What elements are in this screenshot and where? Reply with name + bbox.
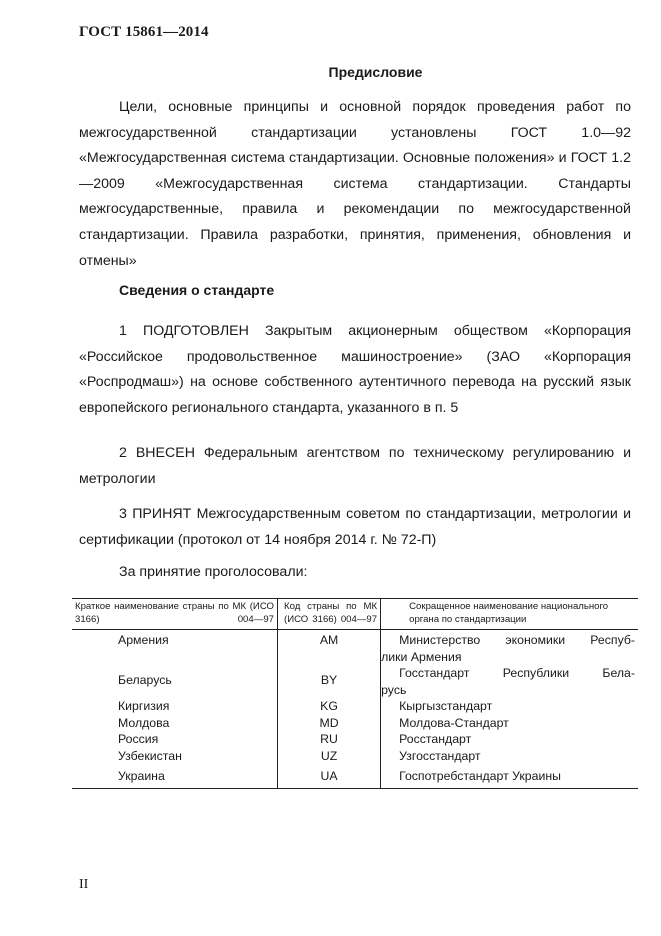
country-name: Армения [72, 630, 278, 666]
document-code: ГОСТ 15861—2014 [79, 24, 209, 40]
national-body-line-1: Госстандарт Республики Бела- [399, 666, 635, 680]
national-body-line-1: Министерство экономики Респуб- [399, 633, 635, 647]
foreword-intro: Цели, основные принципы и основной порядок проведения работ по межгосударственной стандартизации установлены ГОСТ 1.0—92 «Межгосударственная система стандартизации. Основные положения» и ГОСТ 1.2—2009 «Межгосударственная система стандартизации. Стандарты межгосударственные, правила и рекомендации по межгосударственной стандартизации. Правила разработки, принятия, применения, обновления и отмены» [79, 99, 631, 269]
standard-info-title: Сведения о стандарте [119, 282, 275, 298]
country-name: Беларусь [72, 665, 278, 698]
info-item-3: 3 ПРИНЯТ Межгосударственным советом по стандартизации, метрологии и сертификации (протокол от 14 ноября 2014 г. № 72-П) [79, 506, 631, 548]
table-header-row [72, 599, 638, 630]
national-body [381, 630, 638, 666]
member-states-table [72, 598, 638, 789]
national-body: Узгосстандарт [399, 748, 481, 763]
header-country-code: Код страны по МК (ИСО 3166) 004—97 [278, 599, 381, 630]
voted-label: За принятие проголосовали: [119, 564, 308, 580]
national-body [381, 665, 638, 698]
national-body-line-2: русь [381, 682, 407, 697]
table-row [72, 748, 638, 765]
national-body: Госпотребстандарт Украины [381, 764, 638, 788]
national-body: Росстандарт [399, 732, 472, 746]
national-body-line-2: лики Армения [381, 649, 462, 664]
table-row [72, 665, 638, 698]
table-row [72, 715, 638, 732]
national-body: Молдова-Стандарт [399, 715, 509, 730]
page-number: II [79, 877, 89, 892]
table-row [72, 698, 638, 715]
table-row [72, 731, 638, 748]
country-code: UA [278, 764, 381, 788]
country-code: UZ [278, 748, 381, 765]
info-item-2: 2 ВНЕСЕН Федеральным агентством по техническому регулированию и метрологии [79, 445, 631, 487]
national-body: Кыргызстандарт [399, 699, 493, 713]
country-code: AM [278, 630, 381, 666]
country-name: Украина [72, 764, 278, 788]
country-name: Узбекистан [72, 748, 278, 765]
header-national-body: Сокращенное наименование национального органа по стандартизации [381, 599, 638, 630]
table-row [72, 630, 638, 666]
country-name: Киргизия [72, 698, 278, 715]
foreword-title: Предисловие [328, 64, 423, 80]
country-name: Россия [72, 731, 278, 748]
info-item-1: 1 ПОДГОТОВЛЕН Закрытым акционерным обществом «Корпорация «Российское продовольственное машиностроение» (ЗАО «Корпорация «Роспродмаш») на основе собственного аутентичного перевода на русский язык европейского регионального стандарта, указанного в п. 5 [79, 323, 631, 416]
country-code: BY [278, 665, 381, 698]
country-name: Молдова [72, 715, 278, 732]
country-code: RU [278, 731, 381, 748]
country-code: MD [278, 715, 381, 732]
table-row [72, 764, 638, 788]
header-country-name: Краткое наименование страны по МК (ИСО 3166) 004—97 [72, 599, 278, 630]
country-code: KG [278, 698, 381, 715]
